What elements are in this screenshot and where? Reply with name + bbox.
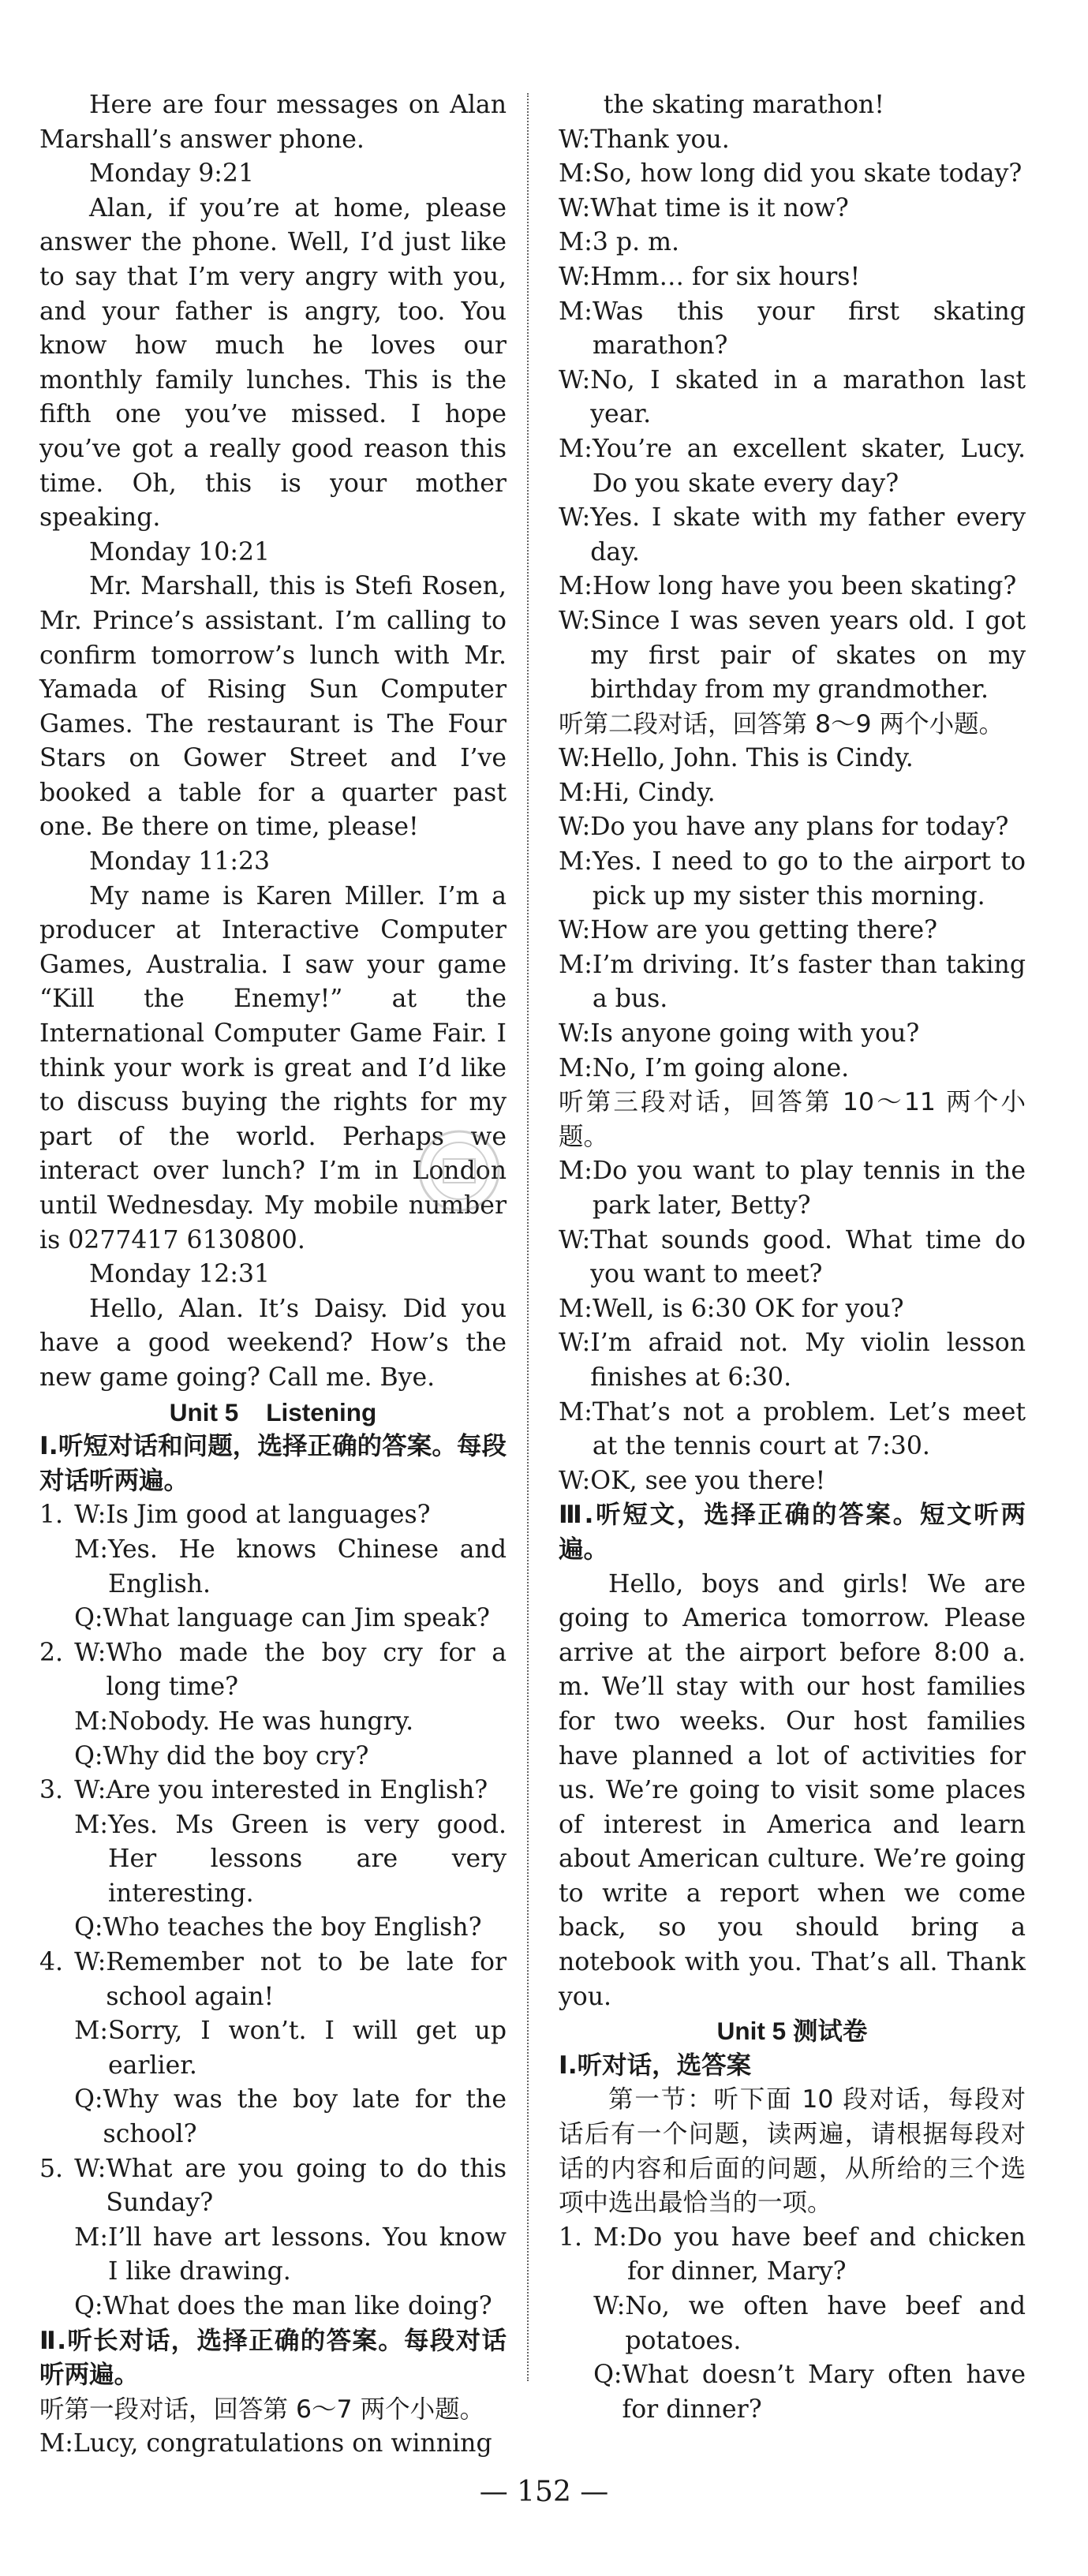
utterance: Hi, Cindy.: [592, 778, 716, 807]
utterance: You’re an excellent skater, Lucy. Do you skate every day?: [592, 434, 1026, 498]
utterance: Since I was seven years old. I got my first pair of skates on my birthday from my grandmother.: [590, 606, 1026, 705]
speaker: W:: [74, 1501, 107, 1530]
speaker: W:: [74, 2154, 107, 2183]
left-column: [39, 88, 507, 2462]
speaker: Q:: [74, 1741, 103, 1770]
section-heading: Ⅰ.听对话，选答案: [559, 2051, 752, 2080]
message-text: Alan, if you’re at home, please answer the phone. Well, I’d just like to say that I’m very angry with you, and your father is angry, too. You know how much he loves our monthly family lunches. This is the fifth one you’ve missed. I hope you’ve got a really good reason this time. Oh, this is your mother speaking.: [39, 193, 507, 533]
dialog-line: [559, 914, 1026, 948]
dialog-1: [559, 123, 1026, 708]
question-number: 2.: [39, 1638, 64, 1667]
utterance: Why was the boy late for the school?: [103, 2085, 507, 2149]
utterance: Hello, John. This is Cindy.: [590, 744, 914, 773]
column-divider: [527, 93, 529, 2381]
dialog-line: [559, 157, 1026, 192]
speaker: W:: [559, 916, 591, 945]
message-time: Monday 9:21: [89, 159, 254, 189]
dialog-continuation: the skating marathon!: [603, 91, 884, 119]
dialog-line: [593, 2221, 1026, 2290]
speaker: W:: [593, 2292, 626, 2320]
utterance: Is anyone going with you?: [590, 1019, 920, 1049]
message-text: Hello, Alan. It’s Daisy. Did you have a good weekend? How’s the new game going? Call me. Bye.: [39, 1294, 507, 1392]
page-number: — 152 —: [479, 2476, 609, 2508]
dialog-line: [74, 1602, 507, 1636]
speaker: M:: [559, 1294, 593, 1323]
speaker: W:: [559, 365, 591, 394]
speaker: M:: [74, 1707, 108, 1736]
utterance: Lucy, congratulations on winning: [73, 2429, 492, 2458]
dialog-line: [74, 1774, 507, 1808]
dialog-line: [559, 1017, 1026, 1052]
message-text: My name is Karen Miller. I’m a producer at Interactive Computer Games, Australia. I saw your game “Kill the Enemy!” at the International Computer Game Fair. I think your work is great and I’d like to discuss buying the rights for my part of the world. Perhaps we interact over lunch? I’m in London until Wednesday. My mobile number is 0277417 6130800.: [39, 881, 507, 1254]
dialog-line: [74, 1533, 507, 1602]
dialog-line: [559, 260, 1026, 295]
utterance: Well, is 6:30 OK for you?: [592, 1294, 904, 1323]
utterance: I’m driving. It’s faster than taking a bus.: [592, 950, 1026, 1014]
speaker: W:: [74, 1776, 107, 1805]
speaker: W:: [559, 813, 591, 842]
question-number: 3.: [39, 1776, 64, 1805]
speaker: M:: [39, 2429, 73, 2458]
speaker: M:: [559, 297, 593, 326]
dialog-line: [559, 1396, 1026, 1464]
dialog-line: [559, 1326, 1026, 1395]
dialog-line: [559, 501, 1026, 570]
utterance: No, I’m going alone.: [592, 1053, 850, 1082]
question-item: [39, 1946, 507, 2152]
dialog-line: [74, 2152, 507, 2221]
dialog-line: [74, 1946, 507, 2014]
question-item: [39, 1636, 507, 1774]
dialog-3: [559, 1154, 1026, 1498]
test-title: Unit 5 测试卷: [716, 2017, 868, 2046]
utterance: How long have you been skating?: [592, 572, 1017, 601]
speaker: M:: [559, 159, 593, 189]
question-item: [39, 1774, 507, 1946]
utterance: Yes. I need to go to the airport to pick up my sister this morning.: [592, 847, 1026, 910]
speaker: Q:: [74, 1913, 103, 1942]
question-number: 5.: [39, 2154, 64, 2183]
utterance: Do you have beef and chicken for dinner, Mary?: [626, 2223, 1026, 2286]
dialog-line: [559, 1154, 1026, 1223]
message-time: Monday 12:31: [89, 1260, 271, 1289]
utterance: Are you interested in English?: [106, 1776, 488, 1805]
dialog-line: [559, 364, 1026, 432]
utterance: Why did the boy cry?: [103, 1741, 369, 1770]
utterance: Yes. I skate with my father every day.: [590, 503, 1026, 566]
utterance: 3 p. m.: [592, 228, 680, 257]
speaker: M:: [559, 572, 593, 601]
dialog-line: [74, 2221, 507, 2290]
speaker: M:: [559, 1053, 593, 1082]
speaker: W:: [559, 262, 591, 291]
dialog-line: [559, 570, 1026, 604]
speaker: W:: [559, 125, 591, 154]
utterance: Was this your first skating marathon?: [592, 297, 1026, 361]
dialog-line: [74, 1808, 507, 1912]
speaker: W:: [559, 1329, 591, 1358]
dialog-line: [559, 810, 1026, 845]
dialog-line: [559, 948, 1026, 1017]
utterance: Yes. Ms Green is very good. Her lessons are very interesting.: [107, 1810, 507, 1908]
dialog-line: [74, 1705, 507, 1740]
message-time: Monday 11:23: [89, 847, 271, 877]
dialog-line: [74, 2083, 507, 2152]
dialog-line: [559, 776, 1026, 811]
right-column: [559, 88, 1026, 2427]
speaker: M:: [593, 2223, 627, 2252]
unit-title: Unit 5 Listening: [169, 1397, 377, 1426]
dialog-line: [559, 1464, 1026, 1499]
section-heading: Ⅲ.听短文，选择正确的答案。短文听两遍。: [559, 1501, 1026, 1564]
passage-text: Hello, boys and girls! We are going to America tomorrow. Please arrive at the airport before 8:00 a. m. We’ll stay with our host families for two weeks. Our host families have planned a lot of activities for us. We’re going to visit some places of interest in America and learn about American culture. We’re going to write a report when we come back, so you should bring a notebook with you. That’s all. Thank you.: [559, 1569, 1026, 2011]
dialog-line: [74, 1740, 507, 1774]
dialog-line: [559, 845, 1026, 914]
dialog-line: [559, 192, 1026, 226]
speaker: M:: [559, 847, 593, 877]
dialog-line: [74, 1636, 507, 1705]
utterance: No, we often have beef and potatoes.: [625, 2292, 1026, 2355]
utterance: What time is it now?: [590, 193, 849, 222]
dialog-line: [559, 226, 1026, 260]
utterance: That sounds good. What time do you want to meet?: [590, 1225, 1026, 1289]
utterance: Who teaches the boy English?: [103, 1913, 482, 1942]
dialog-heading: 听第一段对话，回答第 6～7 两个小题。: [39, 2395, 485, 2424]
speaker: W:: [559, 1019, 591, 1049]
dialog-line: [559, 123, 1026, 158]
utterance: Is Jim good at languages?: [106, 1501, 431, 1530]
dialog-line: [559, 742, 1026, 776]
speaker: Q:: [74, 2085, 103, 2114]
dialog-line: [559, 1052, 1026, 1086]
intro-paragraph: Here are four messages on Alan Marshall’s answer phone.: [39, 91, 507, 154]
dialog-line: [559, 295, 1026, 364]
question-number: 1.: [39, 1501, 64, 1530]
section-heading: Ⅰ.听短对话和问题，选择正确的答案。每段对话听两遍。: [39, 1432, 507, 1495]
dialog-line: [74, 1498, 507, 1533]
speaker: W:: [559, 744, 591, 773]
speaker: Q:: [74, 2292, 103, 2320]
utterance: How are you getting there?: [590, 916, 938, 945]
utterance: So, how long did you skate today?: [592, 159, 1023, 189]
utterance: Do you want to play tennis in the park later, Betty?: [592, 1157, 1026, 1220]
utterance: What doesn’t Mary often have for dinner?: [622, 2361, 1026, 2424]
utterance: Sorry, I won’t. I will get up earlier.: [107, 2017, 507, 2080]
utterance: Hmm… for six hours!: [590, 262, 861, 291]
utterance: I’ll have art lessons. You know I like drawing.: [107, 2223, 507, 2286]
dialog-line: [74, 1911, 507, 1946]
utterance: Who made the boy cry for a long time?: [106, 1638, 507, 1702]
dialog-line: [74, 2290, 507, 2324]
utterance: What are you going to do this Sunday?: [106, 2154, 507, 2218]
test-instructions: 第一节：听下面 10 段对话，每段对话后有一个问题，读两遍，请根据每段对话的内容和后面的问题，从所给的三个选项中选出最恰当的一项。: [559, 2085, 1026, 2218]
section-heading: Ⅱ.听长对话，选择正确的答案。每段对话听两遍。: [39, 2326, 507, 2390]
dialog-line: [559, 1292, 1026, 1327]
speaker: M:: [74, 1535, 108, 1564]
stamp-watermark-icon: [415, 1124, 503, 1217]
speaker: W:: [74, 1638, 107, 1667]
utterance: What language can Jim speak?: [103, 1604, 490, 1633]
dialog-line: [39, 2427, 507, 2462]
speaker: M:: [559, 950, 593, 979]
speaker: M:: [559, 228, 593, 257]
question-item: [39, 1498, 507, 1636]
utterance: Yes. He knows Chinese and English.: [107, 1535, 507, 1598]
question-item: [39, 2152, 507, 2324]
dialog-line: [559, 604, 1026, 708]
utterance: OK, see you there!: [590, 1466, 826, 1495]
dialog-line: [74, 2014, 507, 2083]
utterance: Thank you.: [590, 125, 730, 154]
question-number: 4.: [39, 1948, 64, 1977]
utterance: Nobody. He was hungry.: [107, 1707, 414, 1736]
speaker: W:: [559, 503, 591, 533]
speaker: Q:: [74, 1604, 103, 1633]
speaker: W:: [559, 606, 591, 635]
utterance: I’m afraid not. My violin lesson finishes at 6:30.: [590, 1329, 1026, 1392]
utterance: What does the man like doing?: [103, 2292, 492, 2320]
speaker: M:: [559, 778, 593, 807]
speaker: M:: [559, 434, 593, 463]
dialog-line: [593, 2290, 1026, 2358]
dialog-heading: 听第三段对话，回答第 10～11 两个小题。: [559, 1088, 1026, 1151]
dialog-2: [559, 742, 1026, 1086]
speaker: W:: [559, 1466, 591, 1495]
question-list: [39, 1498, 507, 2324]
utterance: Remember not to be late for school again!: [106, 1948, 507, 2011]
dialog-line: [559, 1224, 1026, 1292]
utterance: No, I skated in a marathon last year.: [590, 365, 1026, 429]
speaker: Q:: [593, 2361, 623, 2390]
dialog-heading: 听第二段对话，回答第 8～9 两个小题。: [559, 709, 1004, 738]
speaker: W:: [559, 1225, 591, 1254]
speaker: M:: [74, 1810, 108, 1839]
speaker: M:: [559, 1157, 593, 1186]
speaker: M:: [559, 1397, 593, 1426]
utterance: That’s not a problem. Let’s meet at the tennis court at 7:30.: [592, 1397, 1026, 1461]
utterance: Do you have any plans for today?: [590, 813, 1009, 842]
speaker: M:: [74, 2017, 108, 2046]
message-time: Monday 10:21: [89, 537, 271, 566]
dialog-line: [593, 2358, 1026, 2427]
message-text: Mr. Marshall, this is Stefi Rosen, Mr. Prince’s assistant. I’m calling to confirm tomorrow’s lunch with Mr. Yamada of Rising Sun Computer Games. The restaurant is The Four Stars on Gower Street and I’ve booked a table for a quarter past one. Be there on time, please!: [39, 572, 507, 842]
speaker: W:: [74, 1948, 107, 1977]
speaker: M:: [74, 2223, 108, 2252]
speaker: W:: [559, 193, 591, 222]
dialog-line: [559, 432, 1026, 501]
question-item: [559, 2221, 1026, 2428]
question-number: 1.: [559, 2223, 583, 2252]
